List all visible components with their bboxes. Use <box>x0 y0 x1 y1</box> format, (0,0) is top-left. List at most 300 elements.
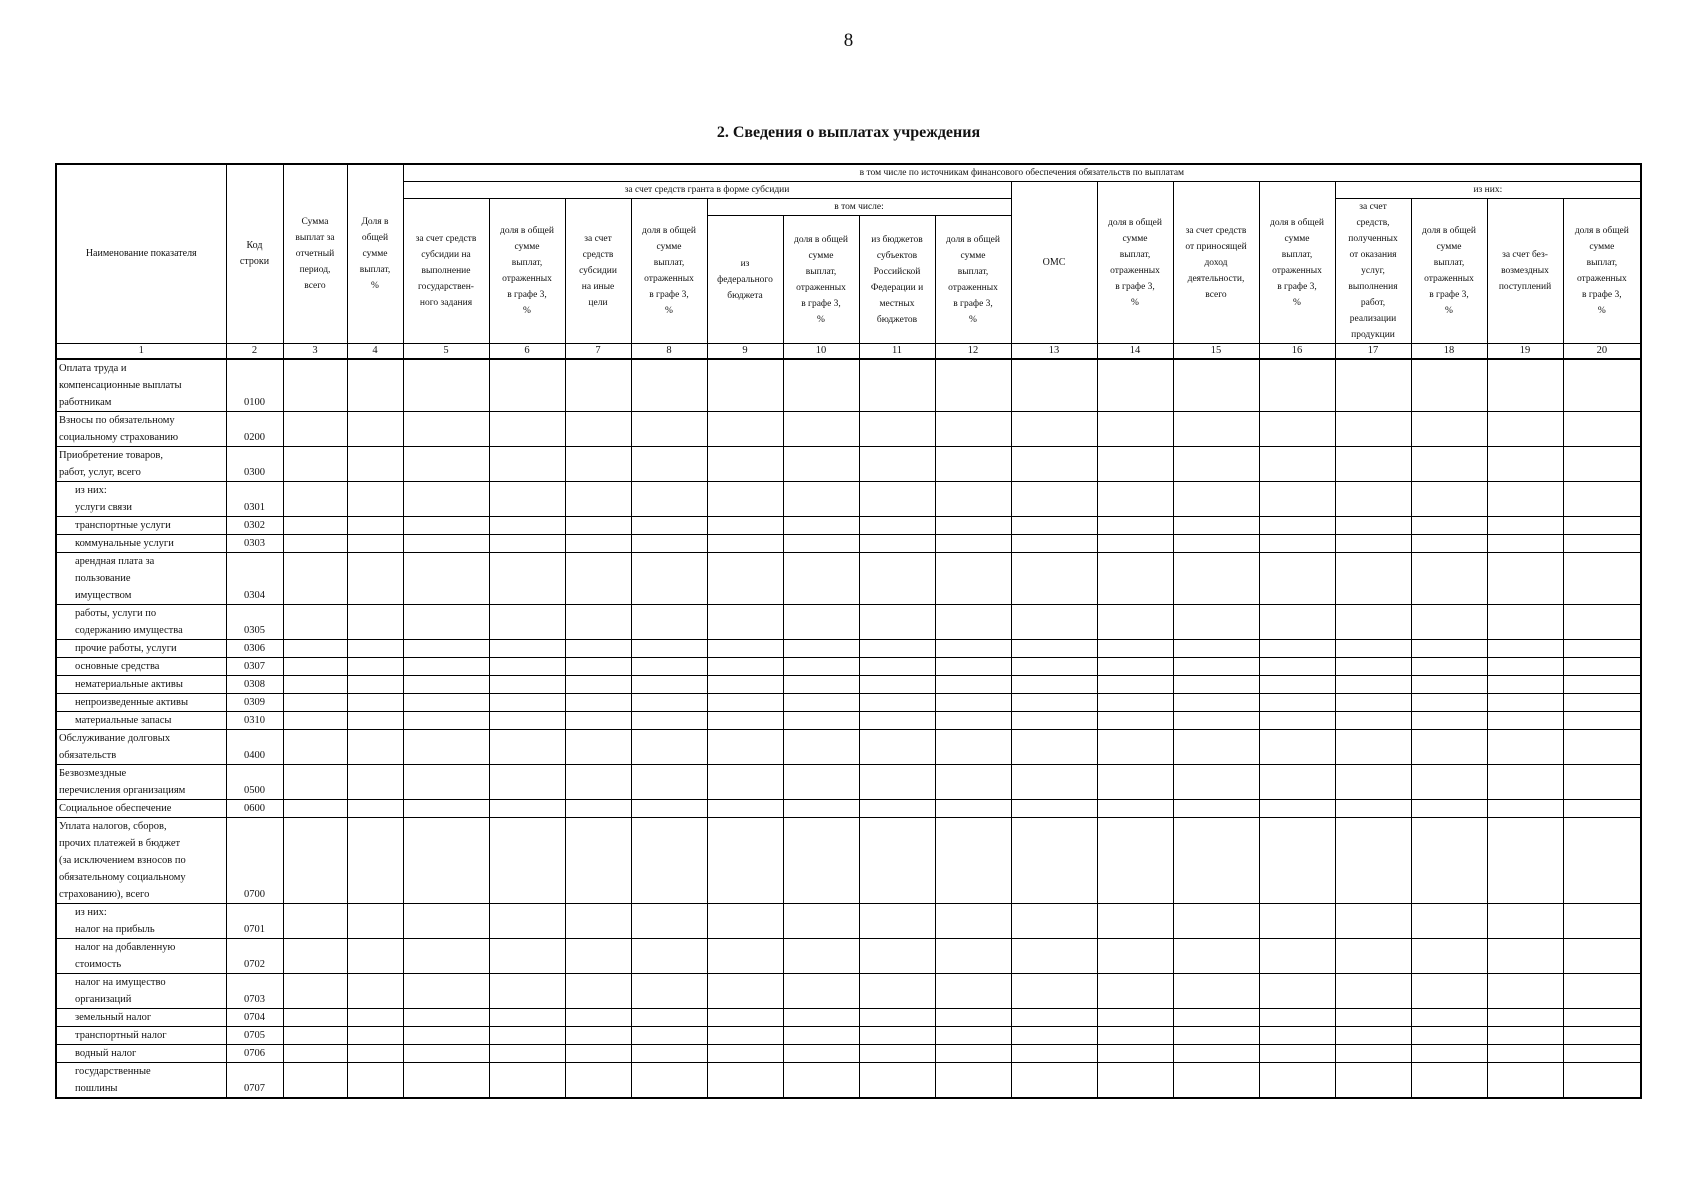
value-cell-col-3[interactable] <box>283 535 347 553</box>
value-cell-col-11[interactable] <box>859 1009 935 1027</box>
value-cell-col-20[interactable] <box>1563 712 1641 730</box>
value-cell-col-18[interactable] <box>1411 1009 1487 1027</box>
value-cell-col-12[interactable] <box>935 939 1011 974</box>
value-cell-col-20[interactable] <box>1563 730 1641 765</box>
value-cell-col-7[interactable] <box>565 974 631 1009</box>
value-cell-col-12[interactable] <box>935 553 1011 605</box>
value-cell-col-7[interactable] <box>565 800 631 818</box>
value-cell-col-9[interactable] <box>707 1045 783 1063</box>
value-cell-col-14[interactable] <box>1097 712 1173 730</box>
value-cell-col-20[interactable] <box>1563 1027 1641 1045</box>
value-cell-col-9[interactable] <box>707 359 783 412</box>
value-cell-col-12[interactable] <box>935 517 1011 535</box>
value-cell-col-13[interactable] <box>1011 818 1097 904</box>
value-cell-col-14[interactable] <box>1097 482 1173 517</box>
value-cell-col-4[interactable] <box>347 640 403 658</box>
value-cell-col-14[interactable] <box>1097 517 1173 535</box>
value-cell-col-4[interactable] <box>347 1027 403 1045</box>
value-cell-col-18[interactable] <box>1411 517 1487 535</box>
value-cell-col-14[interactable] <box>1097 1045 1173 1063</box>
value-cell-col-10[interactable] <box>783 1009 859 1027</box>
value-cell-col-16[interactable] <box>1259 974 1335 1009</box>
value-cell-col-6[interactable] <box>489 730 565 765</box>
value-cell-col-13[interactable] <box>1011 553 1097 605</box>
value-cell-col-19[interactable] <box>1487 800 1563 818</box>
value-cell-col-18[interactable] <box>1411 904 1487 939</box>
value-cell-col-11[interactable] <box>859 535 935 553</box>
value-cell-col-19[interactable] <box>1487 640 1563 658</box>
value-cell-col-20[interactable] <box>1563 1009 1641 1027</box>
value-cell-col-9[interactable] <box>707 765 783 800</box>
value-cell-col-10[interactable] <box>783 818 859 904</box>
value-cell-col-8[interactable] <box>631 482 707 517</box>
value-cell-col-6[interactable] <box>489 517 565 535</box>
value-cell-col-7[interactable] <box>565 658 631 676</box>
value-cell-col-10[interactable] <box>783 730 859 765</box>
value-cell-col-15[interactable] <box>1173 447 1259 482</box>
value-cell-col-11[interactable] <box>859 765 935 800</box>
value-cell-col-7[interactable] <box>565 412 631 447</box>
value-cell-col-7[interactable] <box>565 1045 631 1063</box>
value-cell-col-7[interactable] <box>565 640 631 658</box>
value-cell-col-19[interactable] <box>1487 765 1563 800</box>
value-cell-col-11[interactable] <box>859 359 935 412</box>
value-cell-col-4[interactable] <box>347 676 403 694</box>
value-cell-col-20[interactable] <box>1563 517 1641 535</box>
value-cell-col-7[interactable] <box>565 730 631 765</box>
value-cell-col-8[interactable] <box>631 517 707 535</box>
value-cell-col-18[interactable] <box>1411 553 1487 605</box>
value-cell-col-16[interactable] <box>1259 640 1335 658</box>
value-cell-col-4[interactable] <box>347 482 403 517</box>
value-cell-col-13[interactable] <box>1011 694 1097 712</box>
value-cell-col-8[interactable] <box>631 658 707 676</box>
value-cell-col-11[interactable] <box>859 640 935 658</box>
value-cell-col-6[interactable] <box>489 974 565 1009</box>
value-cell-col-9[interactable] <box>707 412 783 447</box>
value-cell-col-5[interactable] <box>403 712 489 730</box>
value-cell-col-11[interactable] <box>859 605 935 640</box>
value-cell-col-6[interactable] <box>489 658 565 676</box>
value-cell-col-16[interactable] <box>1259 1009 1335 1027</box>
value-cell-col-11[interactable] <box>859 676 935 694</box>
value-cell-col-8[interactable] <box>631 765 707 800</box>
value-cell-col-15[interactable] <box>1173 412 1259 447</box>
value-cell-col-19[interactable] <box>1487 359 1563 412</box>
value-cell-col-7[interactable] <box>565 553 631 605</box>
value-cell-col-11[interactable] <box>859 517 935 535</box>
value-cell-col-13[interactable] <box>1011 1063 1097 1099</box>
value-cell-col-12[interactable] <box>935 676 1011 694</box>
value-cell-col-8[interactable] <box>631 800 707 818</box>
value-cell-col-16[interactable] <box>1259 1045 1335 1063</box>
value-cell-col-10[interactable] <box>783 359 859 412</box>
value-cell-col-16[interactable] <box>1259 676 1335 694</box>
value-cell-col-17[interactable] <box>1335 694 1411 712</box>
value-cell-col-12[interactable] <box>935 765 1011 800</box>
value-cell-col-12[interactable] <box>935 482 1011 517</box>
value-cell-col-14[interactable] <box>1097 640 1173 658</box>
value-cell-col-4[interactable] <box>347 517 403 535</box>
value-cell-col-8[interactable] <box>631 605 707 640</box>
value-cell-col-17[interactable] <box>1335 904 1411 939</box>
value-cell-col-10[interactable] <box>783 640 859 658</box>
value-cell-col-17[interactable] <box>1335 412 1411 447</box>
value-cell-col-7[interactable] <box>565 605 631 640</box>
value-cell-col-20[interactable] <box>1563 1063 1641 1099</box>
value-cell-col-15[interactable] <box>1173 730 1259 765</box>
value-cell-col-4[interactable] <box>347 730 403 765</box>
value-cell-col-13[interactable] <box>1011 974 1097 1009</box>
value-cell-col-11[interactable] <box>859 800 935 818</box>
value-cell-col-12[interactable] <box>935 1009 1011 1027</box>
value-cell-col-7[interactable] <box>565 1063 631 1099</box>
value-cell-col-5[interactable] <box>403 412 489 447</box>
value-cell-col-5[interactable] <box>403 676 489 694</box>
value-cell-col-20[interactable] <box>1563 658 1641 676</box>
value-cell-col-5[interactable] <box>403 904 489 939</box>
value-cell-col-17[interactable] <box>1335 974 1411 1009</box>
value-cell-col-14[interactable] <box>1097 818 1173 904</box>
value-cell-col-19[interactable] <box>1487 517 1563 535</box>
value-cell-col-13[interactable] <box>1011 765 1097 800</box>
value-cell-col-5[interactable] <box>403 974 489 1009</box>
value-cell-col-15[interactable] <box>1173 1009 1259 1027</box>
value-cell-col-15[interactable] <box>1173 818 1259 904</box>
value-cell-col-17[interactable] <box>1335 535 1411 553</box>
value-cell-col-14[interactable] <box>1097 447 1173 482</box>
value-cell-col-18[interactable] <box>1411 676 1487 694</box>
value-cell-col-6[interactable] <box>489 359 565 412</box>
value-cell-col-3[interactable] <box>283 694 347 712</box>
value-cell-col-15[interactable] <box>1173 676 1259 694</box>
value-cell-col-15[interactable] <box>1173 535 1259 553</box>
value-cell-col-13[interactable] <box>1011 535 1097 553</box>
value-cell-col-3[interactable] <box>283 1045 347 1063</box>
value-cell-col-19[interactable] <box>1487 818 1563 904</box>
value-cell-col-14[interactable] <box>1097 1009 1173 1027</box>
value-cell-col-3[interactable] <box>283 765 347 800</box>
value-cell-col-10[interactable] <box>783 765 859 800</box>
value-cell-col-15[interactable] <box>1173 605 1259 640</box>
value-cell-col-5[interactable] <box>403 1063 489 1099</box>
value-cell-col-17[interactable] <box>1335 765 1411 800</box>
value-cell-col-18[interactable] <box>1411 482 1487 517</box>
value-cell-col-4[interactable] <box>347 1045 403 1063</box>
value-cell-col-6[interactable] <box>489 553 565 605</box>
value-cell-col-15[interactable] <box>1173 640 1259 658</box>
value-cell-col-5[interactable] <box>403 800 489 818</box>
value-cell-col-13[interactable] <box>1011 1045 1097 1063</box>
value-cell-col-14[interactable] <box>1097 1063 1173 1099</box>
value-cell-col-18[interactable] <box>1411 1045 1487 1063</box>
value-cell-col-20[interactable] <box>1563 904 1641 939</box>
value-cell-col-17[interactable] <box>1335 553 1411 605</box>
value-cell-col-13[interactable] <box>1011 359 1097 412</box>
value-cell-col-19[interactable] <box>1487 1045 1563 1063</box>
value-cell-col-13[interactable] <box>1011 1009 1097 1027</box>
value-cell-col-3[interactable] <box>283 1063 347 1099</box>
value-cell-col-14[interactable] <box>1097 359 1173 412</box>
value-cell-col-5[interactable] <box>403 482 489 517</box>
value-cell-col-18[interactable] <box>1411 658 1487 676</box>
value-cell-col-19[interactable] <box>1487 974 1563 1009</box>
value-cell-col-15[interactable] <box>1173 1027 1259 1045</box>
value-cell-col-6[interactable] <box>489 694 565 712</box>
value-cell-col-12[interactable] <box>935 1063 1011 1099</box>
value-cell-col-18[interactable] <box>1411 640 1487 658</box>
value-cell-col-11[interactable] <box>859 904 935 939</box>
value-cell-col-18[interactable] <box>1411 1027 1487 1045</box>
value-cell-col-9[interactable] <box>707 535 783 553</box>
value-cell-col-8[interactable] <box>631 694 707 712</box>
value-cell-col-11[interactable] <box>859 694 935 712</box>
value-cell-col-4[interactable] <box>347 1009 403 1027</box>
value-cell-col-15[interactable] <box>1173 904 1259 939</box>
value-cell-col-9[interactable] <box>707 1027 783 1045</box>
value-cell-col-18[interactable] <box>1411 605 1487 640</box>
value-cell-col-15[interactable] <box>1173 517 1259 535</box>
value-cell-col-16[interactable] <box>1259 535 1335 553</box>
value-cell-col-3[interactable] <box>283 939 347 974</box>
value-cell-col-12[interactable] <box>935 535 1011 553</box>
value-cell-col-10[interactable] <box>783 1063 859 1099</box>
value-cell-col-9[interactable] <box>707 553 783 605</box>
value-cell-col-15[interactable] <box>1173 694 1259 712</box>
value-cell-col-17[interactable] <box>1335 676 1411 694</box>
value-cell-col-18[interactable] <box>1411 974 1487 1009</box>
value-cell-col-7[interactable] <box>565 939 631 974</box>
value-cell-col-9[interactable] <box>707 694 783 712</box>
value-cell-col-5[interactable] <box>403 939 489 974</box>
value-cell-col-19[interactable] <box>1487 658 1563 676</box>
value-cell-col-19[interactable] <box>1487 676 1563 694</box>
value-cell-col-4[interactable] <box>347 694 403 712</box>
value-cell-col-8[interactable] <box>631 1045 707 1063</box>
value-cell-col-5[interactable] <box>403 658 489 676</box>
value-cell-col-18[interactable] <box>1411 818 1487 904</box>
value-cell-col-8[interactable] <box>631 730 707 765</box>
value-cell-col-16[interactable] <box>1259 712 1335 730</box>
value-cell-col-20[interactable] <box>1563 676 1641 694</box>
value-cell-col-6[interactable] <box>489 904 565 939</box>
value-cell-col-17[interactable] <box>1335 482 1411 517</box>
value-cell-col-7[interactable] <box>565 1027 631 1045</box>
value-cell-col-8[interactable] <box>631 640 707 658</box>
value-cell-col-12[interactable] <box>935 800 1011 818</box>
value-cell-col-4[interactable] <box>347 535 403 553</box>
value-cell-col-9[interactable] <box>707 1063 783 1099</box>
value-cell-col-19[interactable] <box>1487 553 1563 605</box>
value-cell-col-3[interactable] <box>283 658 347 676</box>
value-cell-col-4[interactable] <box>347 553 403 605</box>
value-cell-col-7[interactable] <box>565 712 631 730</box>
value-cell-col-18[interactable] <box>1411 939 1487 974</box>
value-cell-col-7[interactable] <box>565 535 631 553</box>
value-cell-col-8[interactable] <box>631 974 707 1009</box>
value-cell-col-6[interactable] <box>489 1009 565 1027</box>
value-cell-col-14[interactable] <box>1097 730 1173 765</box>
value-cell-col-6[interactable] <box>489 605 565 640</box>
value-cell-col-7[interactable] <box>565 676 631 694</box>
value-cell-col-16[interactable] <box>1259 517 1335 535</box>
value-cell-col-13[interactable] <box>1011 412 1097 447</box>
value-cell-col-8[interactable] <box>631 939 707 974</box>
value-cell-col-19[interactable] <box>1487 939 1563 974</box>
value-cell-col-17[interactable] <box>1335 605 1411 640</box>
value-cell-col-16[interactable] <box>1259 765 1335 800</box>
value-cell-col-5[interactable] <box>403 359 489 412</box>
value-cell-col-20[interactable] <box>1563 800 1641 818</box>
value-cell-col-6[interactable] <box>489 818 565 904</box>
value-cell-col-12[interactable] <box>935 730 1011 765</box>
value-cell-col-12[interactable] <box>935 974 1011 1009</box>
value-cell-col-5[interactable] <box>403 447 489 482</box>
value-cell-col-3[interactable] <box>283 1027 347 1045</box>
value-cell-col-18[interactable] <box>1411 447 1487 482</box>
value-cell-col-16[interactable] <box>1259 694 1335 712</box>
value-cell-col-14[interactable] <box>1097 765 1173 800</box>
value-cell-col-17[interactable] <box>1335 1027 1411 1045</box>
value-cell-col-10[interactable] <box>783 694 859 712</box>
value-cell-col-7[interactable] <box>565 447 631 482</box>
value-cell-col-20[interactable] <box>1563 1045 1641 1063</box>
value-cell-col-9[interactable] <box>707 1009 783 1027</box>
value-cell-col-5[interactable] <box>403 730 489 765</box>
value-cell-col-3[interactable] <box>283 1009 347 1027</box>
value-cell-col-12[interactable] <box>935 1027 1011 1045</box>
value-cell-col-7[interactable] <box>565 359 631 412</box>
value-cell-col-11[interactable] <box>859 553 935 605</box>
value-cell-col-9[interactable] <box>707 605 783 640</box>
value-cell-col-6[interactable] <box>489 1063 565 1099</box>
value-cell-col-7[interactable] <box>565 482 631 517</box>
value-cell-col-3[interactable] <box>283 818 347 904</box>
value-cell-col-11[interactable] <box>859 1027 935 1045</box>
value-cell-col-5[interactable] <box>403 765 489 800</box>
value-cell-col-10[interactable] <box>783 412 859 447</box>
value-cell-col-4[interactable] <box>347 800 403 818</box>
value-cell-col-19[interactable] <box>1487 482 1563 517</box>
value-cell-col-8[interactable] <box>631 447 707 482</box>
value-cell-col-20[interactable] <box>1563 359 1641 412</box>
value-cell-col-10[interactable] <box>783 939 859 974</box>
value-cell-col-16[interactable] <box>1259 359 1335 412</box>
value-cell-col-10[interactable] <box>783 658 859 676</box>
value-cell-col-15[interactable] <box>1173 553 1259 605</box>
value-cell-col-14[interactable] <box>1097 800 1173 818</box>
value-cell-col-10[interactable] <box>783 1027 859 1045</box>
value-cell-col-9[interactable] <box>707 517 783 535</box>
value-cell-col-3[interactable] <box>283 800 347 818</box>
value-cell-col-19[interactable] <box>1487 1009 1563 1027</box>
value-cell-col-5[interactable] <box>403 517 489 535</box>
value-cell-col-3[interactable] <box>283 447 347 482</box>
value-cell-col-8[interactable] <box>631 712 707 730</box>
value-cell-col-10[interactable] <box>783 676 859 694</box>
value-cell-col-16[interactable] <box>1259 482 1335 517</box>
value-cell-col-15[interactable] <box>1173 974 1259 1009</box>
value-cell-col-9[interactable] <box>707 658 783 676</box>
value-cell-col-14[interactable] <box>1097 694 1173 712</box>
value-cell-col-3[interactable] <box>283 412 347 447</box>
value-cell-col-16[interactable] <box>1259 818 1335 904</box>
value-cell-col-5[interactable] <box>403 818 489 904</box>
value-cell-col-19[interactable] <box>1487 447 1563 482</box>
value-cell-col-7[interactable] <box>565 818 631 904</box>
value-cell-col-3[interactable] <box>283 730 347 765</box>
value-cell-col-19[interactable] <box>1487 1063 1563 1099</box>
value-cell-col-13[interactable] <box>1011 658 1097 676</box>
value-cell-col-12[interactable] <box>935 712 1011 730</box>
value-cell-col-14[interactable] <box>1097 939 1173 974</box>
value-cell-col-3[interactable] <box>283 712 347 730</box>
value-cell-col-12[interactable] <box>935 447 1011 482</box>
value-cell-col-16[interactable] <box>1259 412 1335 447</box>
value-cell-col-15[interactable] <box>1173 1063 1259 1099</box>
value-cell-col-20[interactable] <box>1563 765 1641 800</box>
value-cell-col-17[interactable] <box>1335 1009 1411 1027</box>
value-cell-col-8[interactable] <box>631 412 707 447</box>
value-cell-col-12[interactable] <box>935 605 1011 640</box>
value-cell-col-17[interactable] <box>1335 712 1411 730</box>
value-cell-col-17[interactable] <box>1335 818 1411 904</box>
value-cell-col-10[interactable] <box>783 1045 859 1063</box>
value-cell-col-4[interactable] <box>347 765 403 800</box>
value-cell-col-14[interactable] <box>1097 658 1173 676</box>
value-cell-col-18[interactable] <box>1411 765 1487 800</box>
value-cell-col-3[interactable] <box>283 904 347 939</box>
value-cell-col-4[interactable] <box>347 974 403 1009</box>
value-cell-col-18[interactable] <box>1411 412 1487 447</box>
value-cell-col-4[interactable] <box>347 818 403 904</box>
value-cell-col-13[interactable] <box>1011 904 1097 939</box>
value-cell-col-13[interactable] <box>1011 730 1097 765</box>
value-cell-col-15[interactable] <box>1173 765 1259 800</box>
value-cell-col-10[interactable] <box>783 904 859 939</box>
value-cell-col-12[interactable] <box>935 658 1011 676</box>
value-cell-col-7[interactable] <box>565 517 631 535</box>
value-cell-col-9[interactable] <box>707 640 783 658</box>
value-cell-col-17[interactable] <box>1335 640 1411 658</box>
value-cell-col-4[interactable] <box>347 904 403 939</box>
value-cell-col-11[interactable] <box>859 939 935 974</box>
value-cell-col-11[interactable] <box>859 412 935 447</box>
value-cell-col-13[interactable] <box>1011 676 1097 694</box>
value-cell-col-3[interactable] <box>283 605 347 640</box>
value-cell-col-4[interactable] <box>347 1063 403 1099</box>
value-cell-col-10[interactable] <box>783 800 859 818</box>
value-cell-col-15[interactable] <box>1173 482 1259 517</box>
value-cell-col-17[interactable] <box>1335 658 1411 676</box>
value-cell-col-4[interactable] <box>347 658 403 676</box>
value-cell-col-8[interactable] <box>631 359 707 412</box>
value-cell-col-5[interactable] <box>403 605 489 640</box>
value-cell-col-20[interactable] <box>1563 553 1641 605</box>
value-cell-col-9[interactable] <box>707 800 783 818</box>
value-cell-col-17[interactable] <box>1335 517 1411 535</box>
value-cell-col-16[interactable] <box>1259 800 1335 818</box>
value-cell-col-19[interactable] <box>1487 730 1563 765</box>
value-cell-col-20[interactable] <box>1563 605 1641 640</box>
value-cell-col-20[interactable] <box>1563 694 1641 712</box>
value-cell-col-19[interactable] <box>1487 605 1563 640</box>
value-cell-col-12[interactable] <box>935 694 1011 712</box>
value-cell-col-12[interactable] <box>935 640 1011 658</box>
value-cell-col-14[interactable] <box>1097 676 1173 694</box>
value-cell-col-8[interactable] <box>631 553 707 605</box>
value-cell-col-12[interactable] <box>935 1045 1011 1063</box>
